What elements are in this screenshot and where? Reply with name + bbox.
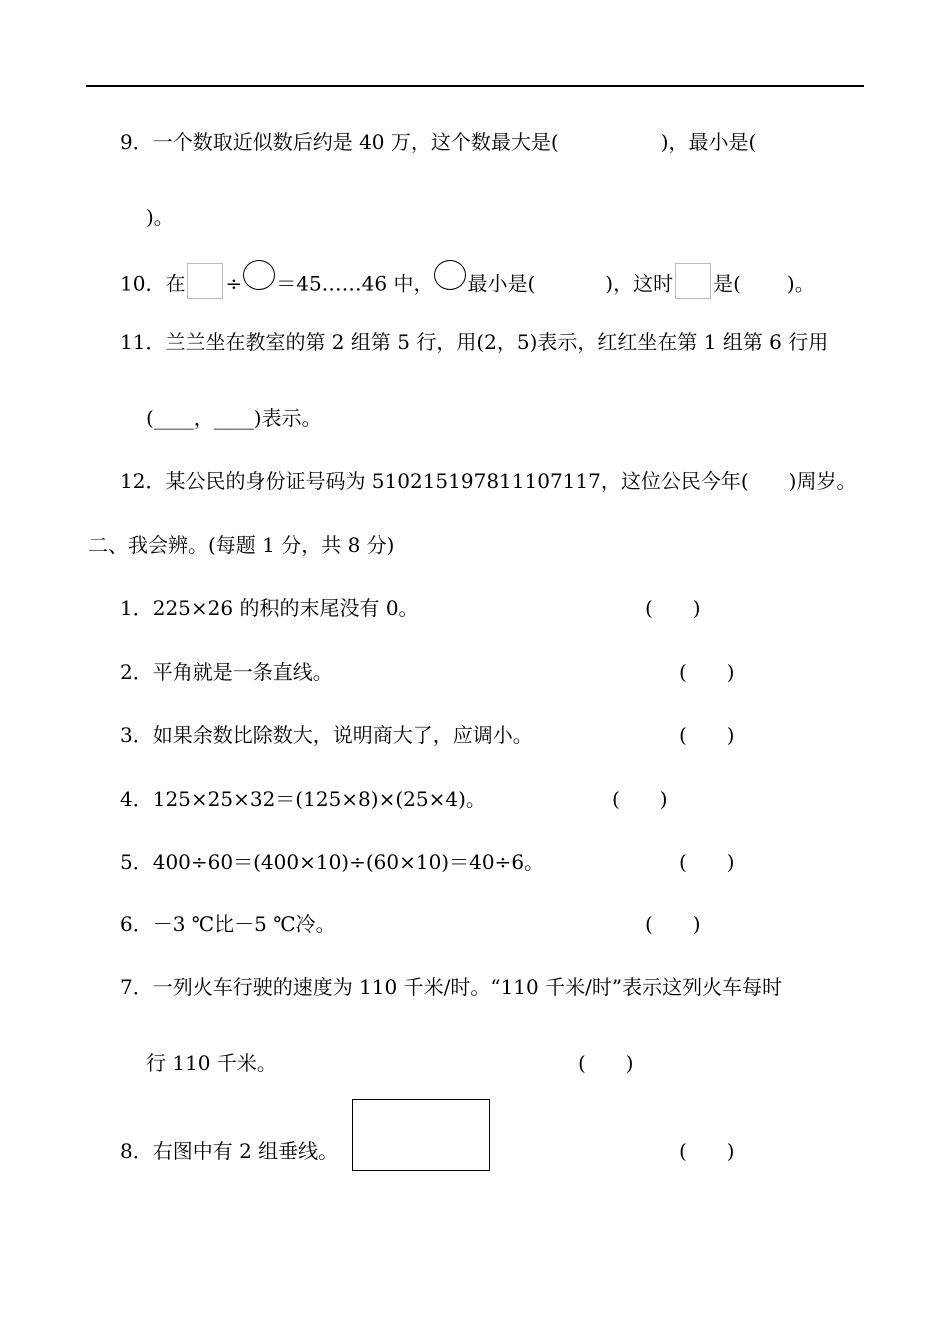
judge-paren-6[interactable]: ( ): [645, 912, 701, 936]
q11-line-2[interactable]: (____，____)表示。: [146, 406, 322, 430]
q9-text-3: )。: [146, 205, 174, 229]
judge-paren-5[interactable]: ( ): [679, 850, 735, 874]
judge-item-7-cont: 行 110 千米。: [146, 1051, 277, 1075]
judge-item-3: 3．如果余数比除数大，说明商大了，应调小。: [120, 723, 533, 747]
square-box-2: [675, 263, 711, 299]
q9-text-1: 9．一个数取近似数后约是 40 万，这个数最大是(: [120, 130, 559, 154]
q10-min: 最小是(: [467, 271, 536, 296]
judge-item-2: 2．平角就是一条直线。: [120, 660, 333, 684]
judge-paren-1[interactable]: ( ): [645, 596, 701, 620]
circle-shape-2: [434, 260, 466, 290]
q10-then: )，这时: [605, 271, 674, 296]
section-2-title: 二、我会辨。(每题 1 分，共 8 分): [88, 533, 395, 557]
q10-is: 是(: [713, 271, 741, 296]
judge-item-8: 8．右图中有 2 组垂线。: [120, 1139, 339, 1163]
judge-item-6: 6．－3 ℃比－5 ℃冷。: [120, 912, 336, 936]
q9-text-2: )，最小是(: [660, 130, 757, 154]
square-box[interactable]: [187, 263, 223, 299]
judge-item-4: 4．125×25×32＝(125×8)×(25×4)。: [120, 787, 486, 811]
judge-paren-4[interactable]: ( ): [612, 787, 668, 811]
judge-item-7: 7．一列火车行驶的速度为 110 千米/时。“110 千米/时”表示这列火车每时: [120, 975, 783, 999]
question-9: [120, 130, 756, 154]
circle-shape[interactable]: [243, 260, 275, 290]
header-rule: [86, 85, 864, 87]
q10-end: )。: [786, 271, 815, 296]
q10-equation: ＝45……46 中，: [276, 271, 434, 296]
question-12: [120, 469, 856, 493]
q10-divide: ÷: [225, 271, 243, 296]
q10-prefix: 10．在: [120, 271, 186, 296]
judge-item-5: 5．400÷60＝(400×10)÷(60×10)＝40÷6。: [120, 850, 545, 874]
judge-paren-2[interactable]: ( ): [679, 660, 735, 684]
judge-item-1: 1．225×26 的积的末尾没有 0。: [120, 596, 419, 620]
judge-paren-7[interactable]: ( ): [578, 1051, 634, 1075]
judge-paren-3[interactable]: ( ): [679, 723, 735, 747]
q11-line-1: 11．兰兰坐在教室的第 2 组第 5 行，用(2，5)表示，红红坐在第 1 组第 6 行用: [120, 330, 829, 354]
question-10: [120, 267, 815, 303]
q12-text: 12．某公民的身份证号码为 510215197811107117，这位公民今年(: [120, 469, 749, 493]
rectangle-figure: [352, 1099, 490, 1171]
judge-paren-8[interactable]: ( ): [679, 1139, 735, 1163]
q12-end: )周岁。: [788, 469, 857, 493]
